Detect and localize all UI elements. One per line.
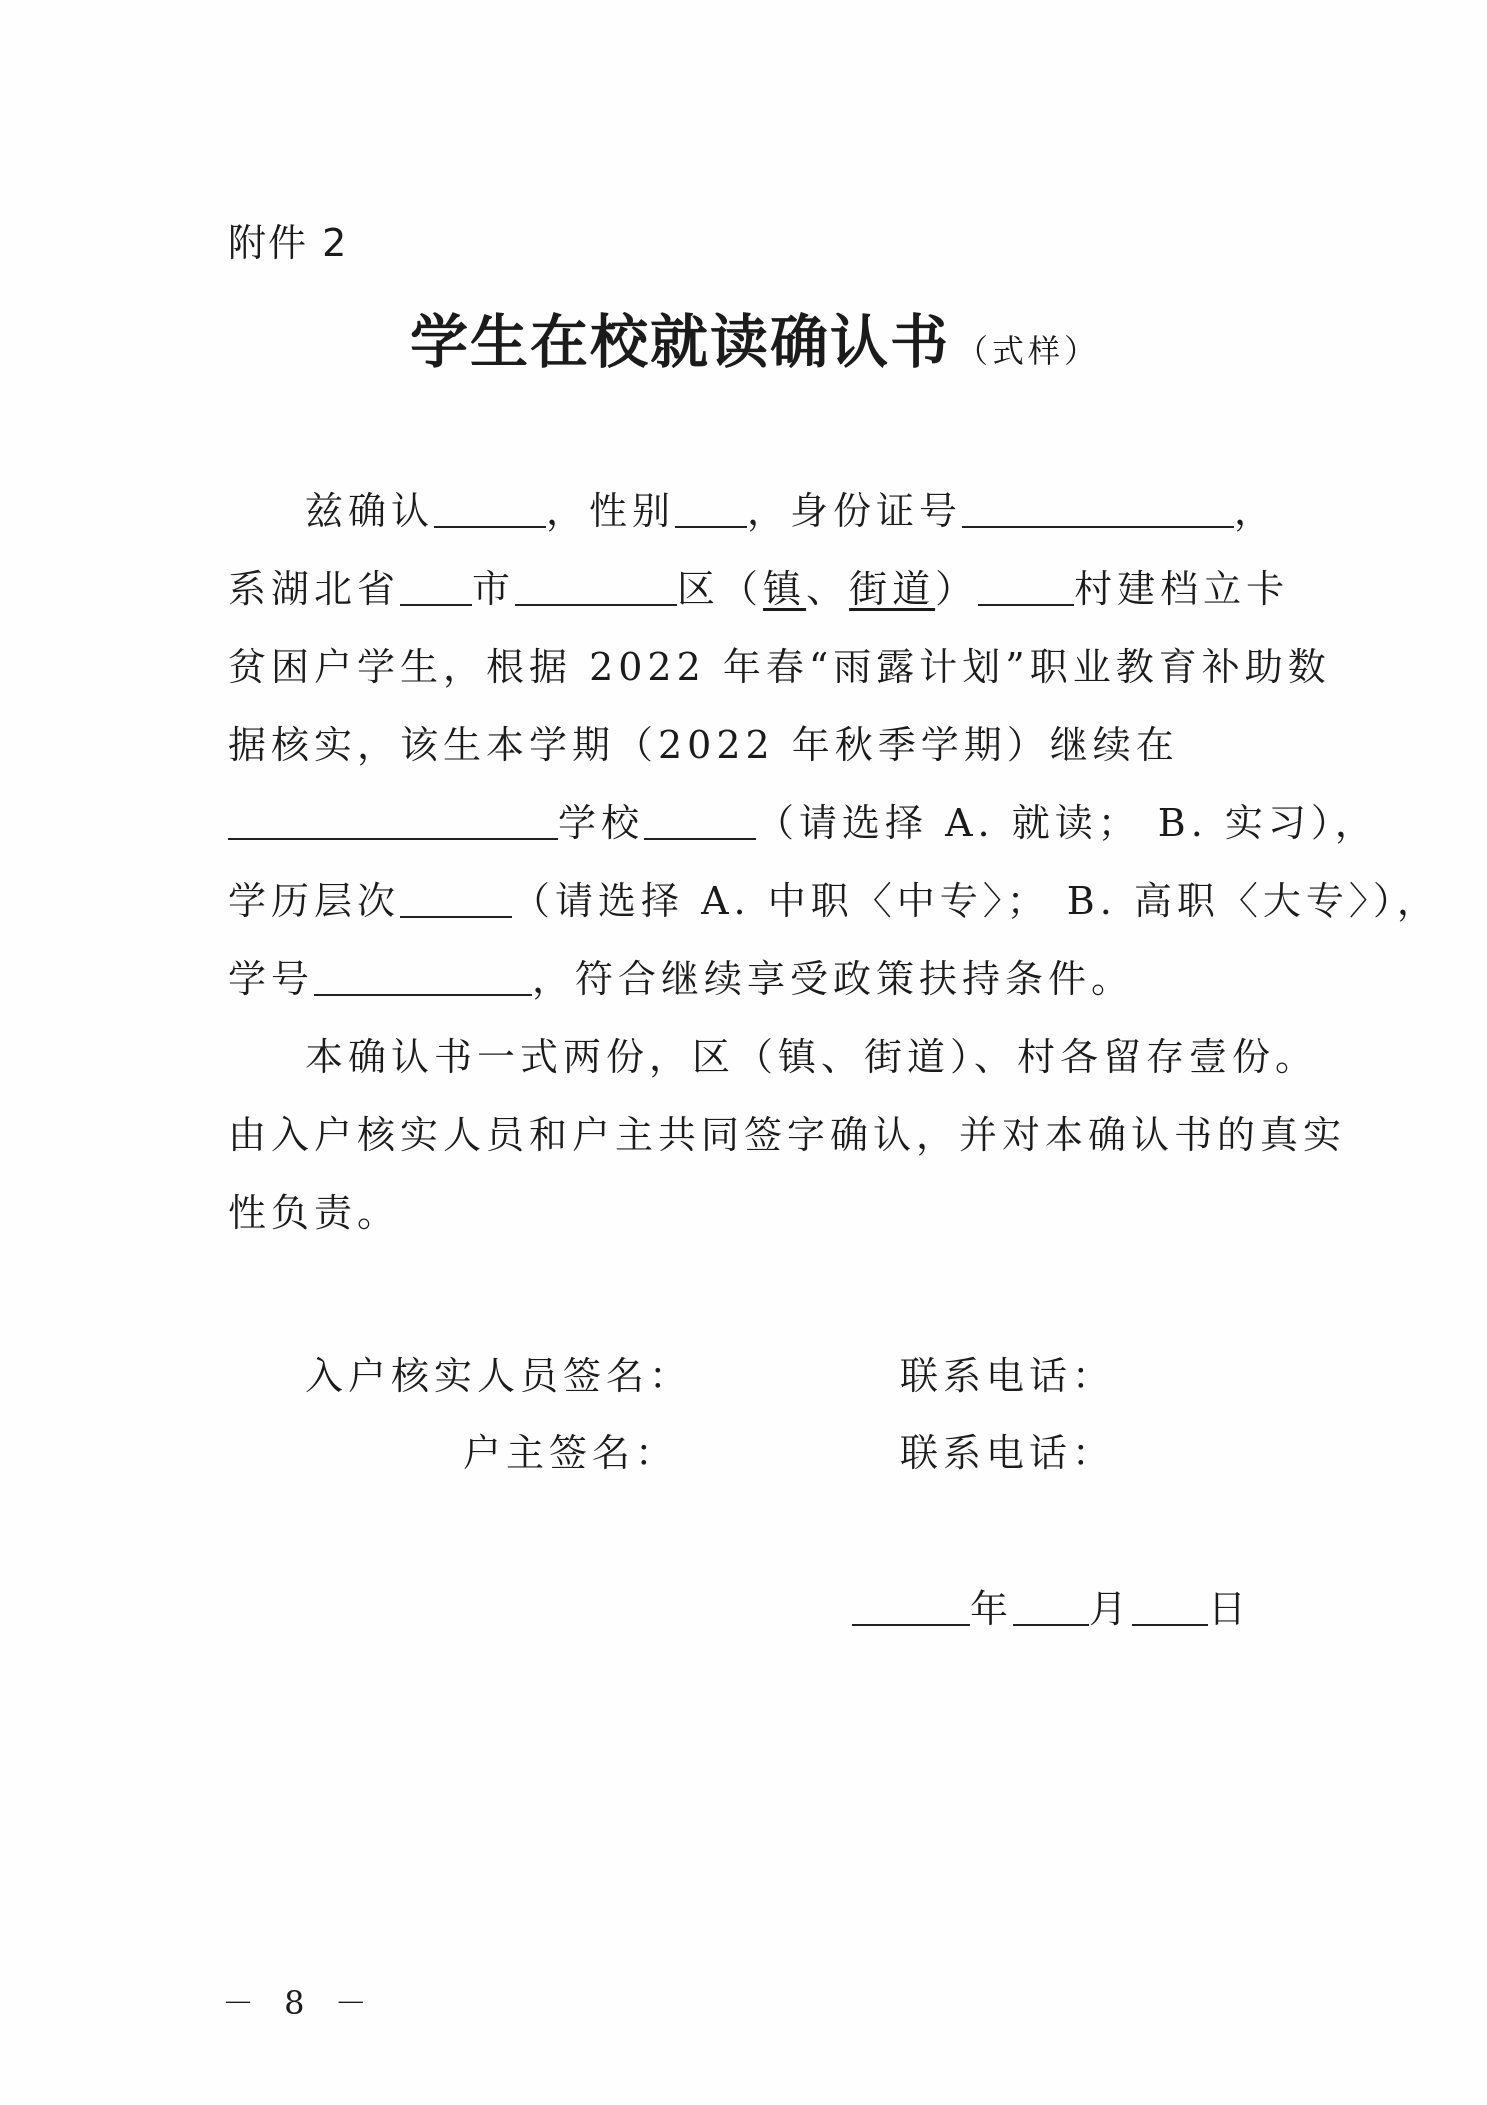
verifier-signature-label: 入户核实人员签名： xyxy=(305,1354,693,1398)
title-row xyxy=(410,295,1100,379)
paragraph-1-line-3: 贫困户学生，根据 2022 年春“雨露计划”职业教育补助数 xyxy=(228,645,1331,689)
student-number-blank xyxy=(314,960,532,996)
householder-phone-label: 联系电话： xyxy=(900,1431,1116,1475)
text-gender: ，性别 xyxy=(546,489,676,533)
text-comma: ， xyxy=(1234,489,1278,533)
title-note: （式样） xyxy=(956,332,1101,370)
text-city: 市 xyxy=(472,567,516,611)
id-number-blank xyxy=(962,492,1234,528)
paragraph-1-line-4: 据核实，该生本学期（2022 年秋季学期）继续在 xyxy=(228,723,1179,767)
paragraph-2-line-3: 性负责。 xyxy=(228,1191,401,1235)
village-blank xyxy=(978,570,1074,606)
name-blank xyxy=(434,492,546,528)
paragraph-1-line-6 xyxy=(228,879,1440,923)
text-month: 月 xyxy=(1089,1587,1133,1631)
text-confirm: 兹确认 xyxy=(305,489,435,533)
education-choice-blank xyxy=(400,882,512,918)
text-education-options: （请选择 A. 中职〈中专〉； B. 高职〈大专〉）， xyxy=(512,879,1440,923)
month-blank xyxy=(1013,1590,1089,1626)
text-subdistrict: 街道 xyxy=(849,567,936,611)
text-year: 年 xyxy=(970,1587,1014,1631)
text-student-number: 学号 xyxy=(228,957,315,1001)
document-title: 学生在校就读确认书 xyxy=(410,308,951,376)
text-village: 村建档立卡 xyxy=(1074,567,1290,611)
paragraph-2-line-2: 由入户核实人员和户主共同签字确认，并对本确认书的真实 xyxy=(228,1113,1347,1157)
year-blank xyxy=(852,1590,970,1626)
date-line xyxy=(852,1578,1251,1633)
school-blank xyxy=(228,804,558,840)
text-eligibility: ，符合继续享受政策扶持条件。 xyxy=(532,957,1135,1001)
text-education-level: 学历层次 xyxy=(228,879,401,923)
paragraph-1-line-5 xyxy=(228,801,1378,845)
text-close-paren: ） xyxy=(935,567,979,611)
gender-blank xyxy=(675,492,747,528)
text-status-options: （请选择 A. 就读； B. 实习）， xyxy=(756,801,1378,845)
status-choice-blank xyxy=(644,804,756,840)
text-province: 系湖北省 xyxy=(228,567,401,611)
district-blank xyxy=(515,570,677,606)
page-number: － 8 － xyxy=(222,1984,377,2022)
paragraph-1-line-1 xyxy=(305,489,1278,533)
day-blank xyxy=(1132,1590,1208,1626)
text-town: 镇 xyxy=(763,567,807,611)
paragraph-1-line-2 xyxy=(228,567,1290,611)
paragraph-2-line-1: 本确认书一式两份，区（镇、街道）、村各留存壹份。 xyxy=(305,1035,1319,1079)
text-separator: 、 xyxy=(806,567,850,611)
attachment-label: 附件 2 xyxy=(228,221,349,265)
householder-signature-label: 户主签名： xyxy=(463,1431,679,1475)
paragraph-1-line-7 xyxy=(228,957,1135,1001)
text-id-number: ，身份证号 xyxy=(747,489,963,533)
text-day: 日 xyxy=(1208,1587,1252,1631)
verifier-phone-label: 联系电话： xyxy=(900,1354,1116,1398)
city-blank xyxy=(400,570,472,606)
text-district: 区（ xyxy=(677,567,764,611)
text-school: 学校 xyxy=(558,801,645,845)
